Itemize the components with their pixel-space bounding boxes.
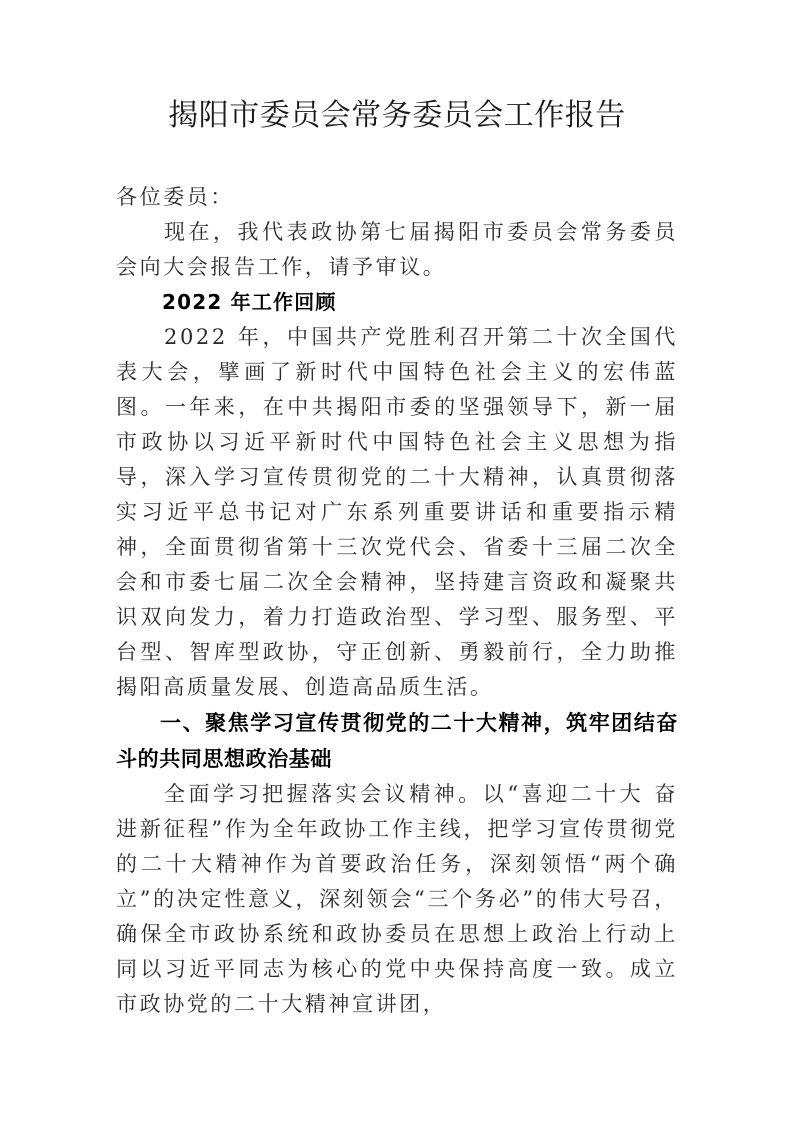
- document-body: [116, 0, 678, 1022]
- heading-section-one: 一、聚焦学习宣传贯彻党的二十大精神，筑牢团结奋斗的共同思想政治基础: [116, 711, 678, 771]
- heading-year-review: 2022 年工作回顾: [162, 290, 337, 314]
- paragraph-year-review: 2022 年，中国共产党胜利召开第二十次全国代表大会，擘画了新时代中国特色社会主义的宏伟蓝图。一年来，在中共揭阳市委的坚强领导下，新一届市政协以习近平新时代中国特色社会主义思想为指导，深入学习宣传贯彻党的二十大精神，认真贯彻落实习近平总书记对广东系列重要讲话和重要指示精神，全面贯彻省第十三次党代会、省委十三届二次全会和市委七届二次全会精神，坚持建言资政和凝聚共识双向发力，着力打造政治型、学习型、服务型、平台型、智库型政协，守正创新、勇毅前行，全力助推揭阳高质量发展、创造高品质生活。: [116, 325, 678, 699]
- intro-paragraph: 现在，我代表政协第七届揭阳市委员会常务委员会向大会报告工作，请予审议。: [116, 220, 678, 279]
- paragraph-section-one: 全面学习把握落实会议精神。以“喜迎二十大 奋进新征程”作为全年政协工作主线，把学习宣传贯彻党的二十大精神作为首要政治任务，深刻领悟“两个确立”的决定性意义，深刻领会“三个务必”的伟大号召，确保全市政协系统和政协委员在思想上政治上行动上同以习近平同志为核心的党中央保持高度一致。成立市政协党的二十大精神宣讲团，: [116, 782, 678, 1016]
- salutation-line: 各位委员：: [116, 185, 234, 209]
- page-title: 揭阳市委员会常务委员会工作报告: [168, 98, 626, 133]
